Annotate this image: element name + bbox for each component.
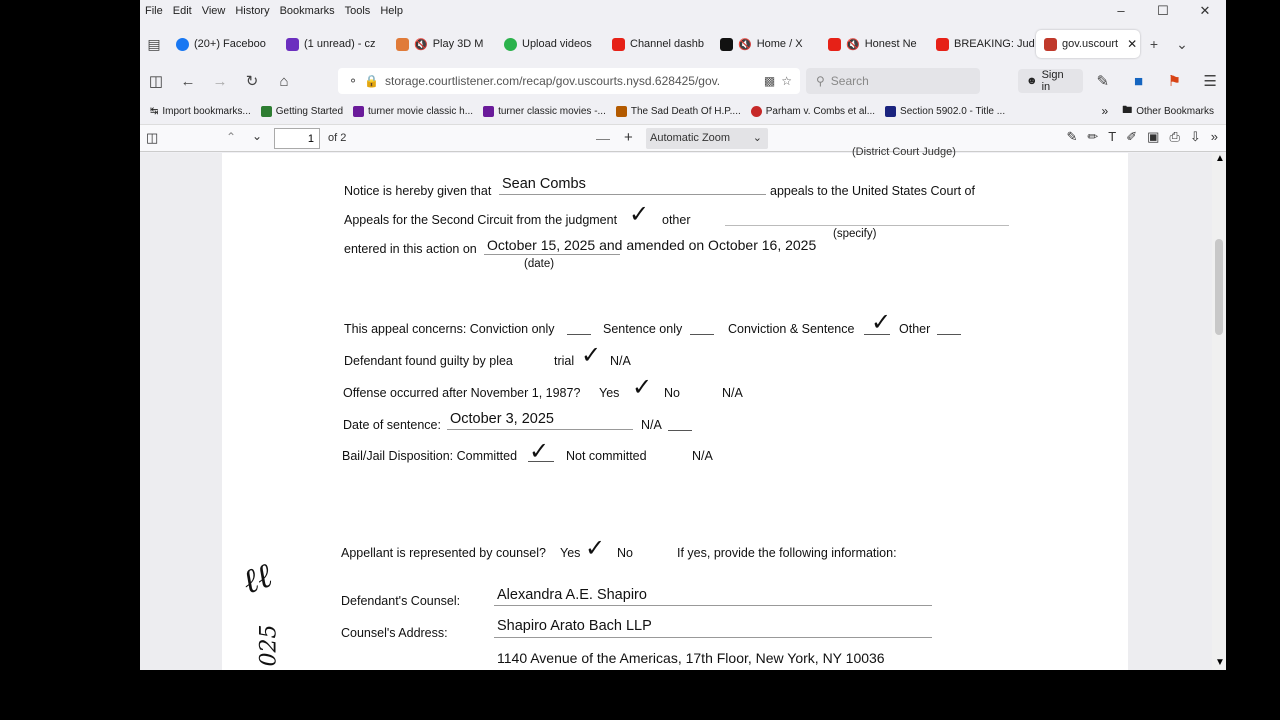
bail-na-label: N/A <box>692 449 713 463</box>
pdf-viewer <box>140 146 1226 670</box>
menu-view[interactable]: View <box>201 5 226 17</box>
home-icon[interactable]: ⌂ <box>279 72 289 90</box>
pdf-icon <box>1044 38 1057 51</box>
committed-check-icon: ✓ <box>529 437 550 465</box>
conviction-only-box <box>567 334 591 335</box>
entered-date-line <box>484 254 620 255</box>
sentence-na-label: N/A <box>641 418 662 432</box>
minimize-icon[interactable]: – <box>1117 3 1125 18</box>
bookmark-label: Parham v. Combs et al... <box>765 105 876 117</box>
draw-icon[interactable]: ✐ <box>1126 129 1138 144</box>
game-icon <box>396 38 409 51</box>
annotate-icon[interactable]: ✎ <box>1066 129 1078 144</box>
yahoo-icon <box>483 106 494 117</box>
represented-label: Appellant is represented by counsel? <box>341 546 546 560</box>
offense-yes-label: Yes <box>599 386 620 400</box>
close-window-icon[interactable]: ✕ <box>1199 3 1211 18</box>
reader-view-icon[interactable]: ▩ <box>763 74 776 88</box>
lock-icon[interactable]: 🔒 <box>364 74 380 88</box>
tab-honest-news[interactable] <box>820 30 928 58</box>
date-of-sentence-line <box>447 429 633 430</box>
bookmark-tcm-1[interactable] <box>353 106 473 117</box>
handwritten-initials: ℓℓ <box>237 555 278 603</box>
appellant-name: Sean Combs <box>502 176 586 192</box>
defendants-counsel-label: Defendant's Counsel: <box>341 594 461 608</box>
highlight-icon[interactable]: ✏ <box>1087 129 1099 144</box>
reload-icon[interactable]: ↻ <box>245 73 259 90</box>
tab-x-home[interactable] <box>712 30 820 58</box>
date-of-sentence: October 3, 2025 <box>450 411 554 427</box>
defendants-counsel-line <box>494 605 932 606</box>
site-icon <box>885 106 896 117</box>
folder-icon: 🖿 <box>1122 104 1133 116</box>
bookmark-star-icon[interactable]: ☆ <box>781 74 792 88</box>
save-icon[interactable]: ⇩ <box>1189 129 1201 144</box>
tab-channel-dashboard[interactable] <box>604 30 712 58</box>
other-concern-label: Other <box>899 322 931 336</box>
sign-in-label: Sign in <box>1041 69 1064 93</box>
bookmark-label: The Sad Death Of H.P.... <box>630 105 741 117</box>
bookmark-label: Getting Started <box>275 105 344 117</box>
zoom-value: Automatic Zoom <box>650 132 731 144</box>
x-logo-icon <box>720 38 733 51</box>
tab-facebook[interactable] <box>168 30 278 58</box>
zoom-in-button[interactable]: + <box>624 129 633 146</box>
upload-icon <box>504 38 517 51</box>
other-concern-box <box>937 334 961 335</box>
pdf-tools <box>1066 129 1218 145</box>
represented-yes-label: Yes <box>560 546 581 560</box>
chevron-right-double-icon[interactable]: » <box>1101 104 1109 118</box>
tab-overview-icon[interactable]: ▤ <box>147 35 161 52</box>
browser-window <box>140 0 1226 670</box>
offense-yes-check-icon: ✓ <box>632 373 653 401</box>
bookmark-label: Import bookmarks... <box>162 105 251 117</box>
counsel-address: 1140 Avenue of the Americas, 17th Floor, New York, NY 10036 <box>497 650 885 666</box>
pdf-toolbar <box>140 124 1226 152</box>
bookmark-getting-started[interactable] <box>261 106 343 117</box>
bookmark-section-5902[interactable] <box>885 106 1005 117</box>
pdf-sidebar-toggle-icon[interactable]: ◫ <box>146 130 159 145</box>
other-bookmarks[interactable] <box>1102 100 1215 122</box>
offense-no-label: No <box>664 386 680 400</box>
tab-label: Home / X <box>756 38 803 50</box>
offense-date-label: Offense occurred after November 1, 1987? <box>343 386 581 400</box>
found-guilty-label: Defendant found guilty by plea <box>344 354 513 368</box>
tab-breaking[interactable] <box>928 30 1036 58</box>
bookmark-label: turner classic movies -... <box>498 105 606 117</box>
offense-na-label: N/A <box>722 386 743 400</box>
more-tools-icon[interactable]: » <box>1210 129 1218 144</box>
tab-label: BREAKING: Jud <box>954 38 1035 50</box>
search-placeholder: Search <box>830 74 869 88</box>
bookmark-import[interactable] <box>150 106 251 117</box>
sidebar-toggle-icon[interactable]: ◫ <box>148 73 164 90</box>
other-bookmarks-label: Other Bookmarks <box>1136 105 1214 117</box>
tab-label: Upload videos <box>522 38 592 50</box>
tab-label: Play 3D M <box>432 38 484 50</box>
conviction-sentence-label: Conviction & Sentence <box>728 322 855 336</box>
page-number-input[interactable] <box>274 128 320 149</box>
bookmark-sad-death[interactable] <box>616 106 741 117</box>
page-count: of 2 <box>328 132 347 144</box>
tab-mail[interactable] <box>278 30 388 58</box>
image-icon[interactable]: ▣ <box>1147 129 1160 144</box>
site-icon <box>751 106 762 117</box>
youtube-icon <box>936 38 949 51</box>
yahoo-icon <box>353 106 364 117</box>
trial-label: trial <box>554 354 575 368</box>
megaphone-icon[interactable]: ⚑ <box>1167 73 1182 90</box>
sentence-only-label: Sentence only <box>603 322 683 336</box>
tab-upload-videos[interactable] <box>496 30 604 58</box>
speaker-muted-icon[interactable]: 🔇 <box>738 38 752 51</box>
pdf-scrollbar[interactable] <box>1212 153 1226 670</box>
represented-yes-check-icon: ✓ <box>585 534 606 562</box>
close-tab-icon[interactable]: ✕ <box>1127 37 1138 51</box>
zoom-select[interactable] <box>646 128 768 149</box>
site-icon <box>616 106 627 117</box>
mail-icon <box>286 38 299 51</box>
forward-icon[interactable]: → <box>212 72 228 90</box>
trial-check-icon: ✓ <box>581 341 602 369</box>
new-tab-icon[interactable]: + <box>1149 36 1159 52</box>
conviction-sentence-box <box>864 334 890 335</box>
pdf-page <box>222 146 1128 670</box>
speaker-muted-icon[interactable]: 🔇 <box>414 38 428 51</box>
counsel-firm: Shapiro Arato Bach LLP <box>497 618 652 634</box>
navigation-bar <box>140 64 1226 98</box>
sentence-only-box <box>690 334 714 335</box>
tab-label: (20+) Faceboo <box>194 38 266 50</box>
menu-bar <box>140 0 1226 22</box>
scroll-down-icon[interactable]: ▼ <box>1215 657 1225 668</box>
window-controls <box>1100 0 1226 22</box>
not-committed-label: Not committed <box>566 449 647 463</box>
menu-help[interactable]: Help <box>380 5 403 17</box>
scroll-up-icon[interactable]: ▲ <box>1215 153 1225 164</box>
tab-gov-uscourts[interactable] <box>1036 30 1140 58</box>
represented-no-label: No <box>617 546 633 560</box>
judge-label-fragment: (District Court Judge) <box>852 146 956 158</box>
appeal-concerns-label: This appeal concerns: Conviction only <box>344 322 555 336</box>
date-of-sentence-label: Date of sentence: <box>343 418 441 432</box>
app-menu-icon[interactable]: ☰ <box>1203 73 1217 90</box>
maximize-icon[interactable]: ☐ <box>1157 3 1169 18</box>
counsel-firm-line <box>494 637 932 638</box>
scroll-thumb[interactable] <box>1215 239 1223 335</box>
youtube-icon <box>828 38 841 51</box>
next-page-icon[interactable]: ⌄ <box>252 129 263 143</box>
previous-page-icon[interactable]: ⌃ <box>226 130 237 144</box>
account-icon: ☻ <box>1026 75 1038 87</box>
extensions-icon[interactable]: ✎ <box>1096 73 1110 90</box>
bookmark-tcm-2[interactable] <box>483 106 606 117</box>
text-icon[interactable]: T <box>1108 129 1117 144</box>
menu-history[interactable]: History <box>235 5 270 17</box>
conviction-sentence-check-icon: ✓ <box>871 308 892 336</box>
bookmark-parham[interactable] <box>751 106 875 117</box>
tab-label: Channel dashb <box>630 38 705 50</box>
specify-label: (specify) <box>833 228 877 240</box>
appeals-second-text: Appeals for the Second Circuit from the judgment <box>344 213 618 227</box>
bookmark-label: turner movie classic h... <box>368 105 474 117</box>
notice-prefix: Notice is hereby given that <box>344 184 492 198</box>
appeals-to-text: appeals to the United States Court of <box>770 184 975 198</box>
bookmark-label: Section 5902.0 - Title ... <box>900 105 1006 117</box>
appellant-line <box>499 194 766 195</box>
list-tabs-icon[interactable]: ⌄ <box>1176 35 1188 52</box>
bail-disposition-label: Bail/Jail Disposition: Committed <box>342 449 518 463</box>
committed-box <box>528 461 554 462</box>
speaker-muted-icon[interactable]: 🔇 <box>846 38 860 51</box>
bookmarks-bar <box>140 100 1226 122</box>
entered-date: October 15, 2025 and amended on October 16, 2025 <box>487 237 817 253</box>
firefox-icon <box>261 106 272 117</box>
tab-strip <box>140 28 1226 60</box>
menu-file[interactable]: File <box>145 5 163 17</box>
tab-label: gov.uscourt <box>1062 38 1119 50</box>
url-text: storage.courtlistener.com/recap/gov.uscourts.nysd.628425/gov. <box>385 74 721 88</box>
if-yes-label: If yes, provide the following information: <box>677 546 897 560</box>
tab-play-3d[interactable] <box>388 30 496 58</box>
search-box[interactable] <box>806 68 980 94</box>
judgment-check-icon: ✓ <box>629 200 650 228</box>
back-icon[interactable]: ← <box>180 72 196 90</box>
defendants-counsel: Alexandra A.E. Shapiro <box>497 587 647 603</box>
other-line <box>725 225 1009 226</box>
tab-label: (1 unread) - cz <box>304 38 376 50</box>
search-icon: ⚲ <box>816 74 825 88</box>
toolbar-right <box>1018 68 1226 94</box>
address-bar[interactable] <box>338 68 800 94</box>
import-icon: ↹ <box>150 105 159 117</box>
sign-in-button[interactable] <box>1018 69 1083 93</box>
handwritten-stamp-fragment: 025 <box>256 624 282 667</box>
facebook-icon <box>176 38 189 51</box>
menu-tools[interactable]: Tools <box>344 5 371 17</box>
menu-bookmarks[interactable]: Bookmarks <box>279 5 335 17</box>
tab-label: Honest Ne <box>864 38 917 50</box>
print-icon[interactable]: ⎙ <box>1169 129 1180 144</box>
entered-on-label: entered in this action on <box>344 242 477 256</box>
date-label: (date) <box>524 258 555 270</box>
counsel-address-label: Counsel's Address: <box>341 626 448 640</box>
guilty-na-label: N/A <box>610 354 631 368</box>
menu-edit[interactable]: Edit <box>172 5 192 17</box>
sentence-na-box <box>668 430 692 431</box>
zoom-out-button[interactable]: — <box>596 130 610 146</box>
extension-badge-icon[interactable]: ■ <box>1134 72 1144 90</box>
shield-icon[interactable]: ⚬ <box>348 74 359 88</box>
other-label: other <box>662 213 691 227</box>
youtube-icon <box>612 38 625 51</box>
chevron-down-icon: ⌄ <box>752 132 762 144</box>
